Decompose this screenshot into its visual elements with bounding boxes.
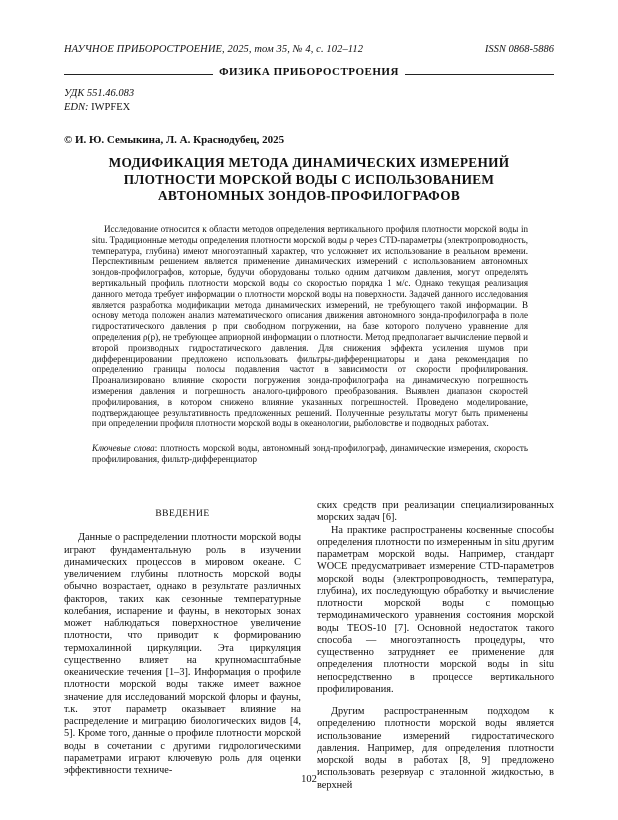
section-title: ФИЗИКА ПРИБОРОСТРОЕНИЯ xyxy=(0,66,618,78)
article-title: МОДИФИКАЦИЯ МЕТОДА ДИНАМИЧЕСКИХ ИЗМЕРЕНИЙ ПЛОТНОСТИ МОРСКОЙ ВОДЫ С ИСПОЛЬЗОВАНИЕМ АВТОНОМНЫХ ЗОНДОВ-ПРОФИЛОГРАФОВ xyxy=(108,155,510,203)
udk-code: УДК 551.46.083 xyxy=(64,88,135,99)
edn-value: IWPFEX xyxy=(91,102,131,113)
journal-header: НАУЧНОЕ ПРИБОРОСТРОЕНИЕ, 2025, том 35, № 4, с. 102–112 xyxy=(64,44,364,55)
intro-paragraph: На практике распространены косвенные способы определения плотности по измеренным in situ другим параметрам морской воды. Например, стандарт WOCE предусматривает измерение CTD-параметров морской воды (электропроводность, температура, глубина), их последующую обработку и вычисление плотности морской воды с помощью термодинамического уравнения состояния морской воды TEOS-10 [7]. Основной недостаток такого способа — многоэтапность процедуры, что существенно затрудняет ее применение для определения плотности морской воды in situ непосредственно в процессе вертикального профилирования. xyxy=(317,524,554,695)
intro-paragraph: Другим распространенным подходом к определению плотности морской воды является использование измерений гидростатического давления. Например, для определения плотности морской воды в работах [8, 9] предложено использовать резервуар с эталонной жидкостью, в верхней xyxy=(317,706,554,791)
edn-code xyxy=(64,102,130,113)
intro-paragraph-continued: ских средств при реализации специализированных морских задач [6]. xyxy=(317,500,554,524)
page-number: 102 xyxy=(301,774,317,785)
right-column xyxy=(317,500,554,792)
abstract: Исследование относится к области методов определения вертикального профиля плотности морской воды in situ. Традиционные методы определения плотности морской воды ρ через CTD-параметры (электропроводность, температура, глубина) имеют многоэтапный характер, что усложняет их использование в реальном времени. Перспективным решением является применение динамических измерений с использованием автономных зондов-профилографов, которые, будучи оборудованы только одним датчиком давления, могут определять вертикальный профиль плотности морской воды со скоростью порядка 1 м/с. Однако текущая реализация данного метода требует информации о плотности морской воды на поверхности. Задачей данного исследования является разработка модификации метода динамических измерений, не требующего такой информации. В основу метода положен анализ математического описания движения автономного зонда-профилографа в поле гидростатического давления p при свободном погружении, на базе которого получено уравнение для определения ρ(p), не требующее априорной информации о плотности. Метод предполагает вычисление первой и второй производных гидростатического давления. Для снижения эффекта усиления шумов при дифференцировании предложено использовать фильтры-дифференциаторы и дана рекомендация по определению границы полосы подавления частот в зависимости от скорости профилирования. Проанализировано влияние скорости погружения зонда-профилографа на динамическую погрешность измерения давления и погрешность аналого-цифрового преобразования. Выявлен диапазон скоростей профилирования, в котором снижено влияние указанных погрешностей. Проведено моделирование, подтверждающее результативность предложенных решений. Полученные результаты могут быть применены при определении профиля плотности морской воды в океанологии, рыболовстве и подводных работах. xyxy=(92,224,528,429)
keywords xyxy=(92,443,528,465)
issn: ISSN 0868-5886 xyxy=(484,44,554,55)
edn-label: EDN: xyxy=(64,102,89,113)
intro-paragraph: Данные о распределении плотности морской воды играют фундаментальную роль в изучении динамических процессов в мировом океане. С увеличением глубины плотность морской воды обычно возрастает, однако в результате различных факторов, таких как сезонные температурные колебания, испарение и фауны, в некоторых зонах может наблюдаться поверхностное увеличение плотности, что приводит к формированию термохалинной циркуляции. Эта циркуляция существенно влияет на крупномасштабные океанические течения [1–3]. Информация о профиле плотности морской воды также имеет важное значение для исследований морской флоры и фауны, т.к. этот параметр оказывает влияние на распределение и миграцию биологических видов [4, 5]. Кроме того, данные о профиле плотности морской воды в сочетании с другими гидрологическими параметрами играют ключевую роль для оценки эффективности техниче- xyxy=(64,532,301,776)
keywords-text: : плотность морской воды, автономный зонд-профилограф, динамические измерения, скорость профилирования, фильтр-дифференциатор xyxy=(92,443,528,464)
keywords-label: Ключевые слова xyxy=(92,443,155,453)
intro-heading: ВВЕДЕНИЕ xyxy=(155,509,210,519)
left-column xyxy=(64,500,301,777)
authors: © И. Ю. Семыкина, Л. А. Краснодубец, 2025 xyxy=(64,134,285,146)
